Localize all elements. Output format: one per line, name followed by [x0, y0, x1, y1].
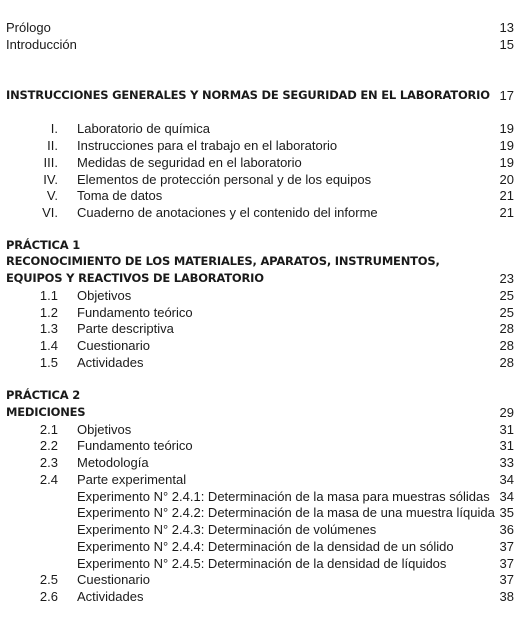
- entry-title: Actividades: [77, 589, 144, 604]
- practice-1-label: [0, 237, 520, 254]
- toc-subentry-experiment[interactable]: [0, 488, 520, 505]
- toc-entry[interactable]: [0, 320, 520, 337]
- toc-page-number: 19: [499, 121, 514, 136]
- toc-page-number: 25: [499, 288, 514, 303]
- experiment-title: Experimento N° 2.4.3: Determinación de volúmenes: [77, 522, 377, 537]
- toc-entry[interactable]: [0, 120, 520, 137]
- entry-number: 1.3: [39, 321, 58, 336]
- entry-number: 2.6: [39, 589, 58, 604]
- toc-entry[interactable]: [0, 571, 520, 588]
- entry-title: Instrucciones para el trabajo en el laboratorio: [77, 138, 338, 153]
- entry-title: Elementos de protección personal y de los equipos: [77, 172, 372, 187]
- toc-page-number: 34: [499, 472, 514, 487]
- toc-subentry-experiment[interactable]: [0, 521, 520, 538]
- toc-entry[interactable]: [0, 421, 520, 438]
- toc-page-number: 13: [499, 20, 514, 35]
- toc-subentry-experiment[interactable]: [0, 555, 520, 572]
- entry-number: II.: [47, 138, 58, 153]
- toc-entry[interactable]: [0, 588, 520, 605]
- toc-entry[interactable]: [0, 154, 520, 171]
- toc-section-practice-1[interactable]: [0, 270, 520, 287]
- toc-entry[interactable]: [0, 187, 520, 204]
- entry-title: Cuaderno de anotaciones y el contenido del informe: [77, 205, 378, 220]
- toc-entry[interactable]: [0, 454, 520, 471]
- toc-entry[interactable]: [0, 354, 520, 371]
- entry-title: Fundamento teórico: [77, 438, 193, 453]
- toc-page-number: 28: [499, 355, 514, 370]
- entry-title: Parte experimental: [77, 472, 187, 487]
- entry-title: Objetivos: [77, 422, 132, 437]
- toc-page-number: 37: [499, 539, 514, 554]
- toc-page-number: 29: [499, 405, 514, 420]
- entry-number: IV.: [43, 172, 58, 187]
- practice-title: MEDICIONES: [6, 405, 86, 419]
- entry-title: Parte descriptiva: [77, 321, 174, 336]
- practice-2-label: [0, 387, 520, 404]
- toc-page-number: 21: [499, 205, 514, 220]
- toc-entry-introduccion[interactable]: [0, 36, 520, 53]
- practice-label: PRÁCTICA 2: [6, 388, 81, 402]
- entry-number: V.: [46, 188, 58, 203]
- entry-number: 1.2: [39, 305, 58, 320]
- toc-entry-prologo[interactable]: [0, 19, 520, 36]
- practice-title: EQUIPOS Y REACTIVOS DE LABORATORIO: [6, 271, 264, 285]
- toc-page-number: 35: [499, 505, 514, 520]
- entry-title: Actividades: [77, 355, 144, 370]
- entry-title: Toma de datos: [77, 188, 163, 203]
- toc-entry[interactable]: [0, 304, 520, 321]
- entry-number: 1.4: [39, 338, 58, 353]
- experiment-title: Experimento N° 2.4.2: Determinación de la masa de una muestra líquida: [77, 505, 495, 520]
- entry-number: 2.1: [39, 422, 58, 437]
- toc-subentry-experiment[interactable]: [0, 538, 520, 555]
- toc-page-number: 36: [499, 522, 514, 537]
- practice-1-title-line1: [0, 253, 520, 270]
- entry-number: 2.3: [39, 455, 58, 470]
- toc-entry[interactable]: [0, 437, 520, 454]
- toc-page-number: 31: [499, 422, 514, 437]
- section-title: INSTRUCCIONES GENERALES Y NORMAS DE SEGURIDAD EN EL LABORATORIO: [6, 88, 490, 102]
- entry-title: Fundamento teórico: [77, 305, 193, 320]
- toc-section-practice-2[interactable]: [0, 404, 520, 421]
- toc-page-number: 23: [499, 271, 514, 286]
- toc-entry-title: Introducción: [6, 37, 77, 52]
- entry-title: Objetivos: [77, 288, 132, 303]
- toc-entry[interactable]: [0, 137, 520, 154]
- toc-subentry-experiment[interactable]: [0, 504, 520, 521]
- toc-entry[interactable]: [0, 171, 520, 188]
- toc-page-number: 21: [499, 188, 514, 203]
- toc-page-number: 33: [499, 455, 514, 470]
- entry-number: VI.: [42, 205, 58, 220]
- toc-page-number: 25: [499, 305, 514, 320]
- toc-page-number: 37: [499, 572, 514, 587]
- entry-number: 1.1: [39, 288, 58, 303]
- experiment-title: Experimento N° 2.4.1: Determinación de la masa para muestras sólidas: [77, 489, 490, 504]
- toc-page-number: 28: [499, 321, 514, 336]
- entry-number: I.: [50, 121, 58, 136]
- toc-page-number: 37: [499, 556, 514, 571]
- toc-page-number: 19: [499, 138, 514, 153]
- experiment-title: Experimento N° 2.4.5: Determinación de la densidad de líquidos: [77, 556, 447, 571]
- entry-title: Medidas de seguridad en el laboratorio: [77, 155, 302, 170]
- toc-page-number: 31: [499, 438, 514, 453]
- entry-number: 1.5: [39, 355, 58, 370]
- entry-number: 2.2: [39, 438, 58, 453]
- entry-title: Laboratorio de química: [77, 121, 210, 136]
- entry-number: 2.5: [39, 572, 58, 587]
- toc-page-number: 34: [499, 489, 514, 504]
- toc-page-number: 28: [499, 338, 514, 353]
- toc-page-number: 19: [499, 155, 514, 170]
- toc-page-number: 20: [499, 172, 514, 187]
- toc-entry[interactable]: [0, 471, 520, 488]
- entry-number: 2.4: [39, 472, 58, 487]
- toc-page-number: 15: [499, 37, 514, 52]
- practice-label: PRÁCTICA 1: [6, 238, 81, 252]
- toc-page-number: 38: [499, 589, 514, 604]
- entry-title: Cuestionario: [77, 572, 150, 587]
- toc-entry[interactable]: [0, 337, 520, 354]
- toc-entry-title: Prólogo: [6, 20, 51, 35]
- practice-title: RECONOCIMIENTO DE LOS MATERIALES, APARATOS, INSTRUMENTOS,: [6, 254, 440, 268]
- entry-number: III.: [43, 155, 58, 170]
- entry-title: Cuestionario: [77, 338, 150, 353]
- toc-page-number: 17: [499, 88, 514, 103]
- entry-title: Metodología: [77, 455, 149, 470]
- toc-entry[interactable]: [0, 287, 520, 304]
- experiment-title: Experimento N° 2.4.4: Determinación de la densidad de un sólido: [77, 539, 454, 554]
- toc-entry[interactable]: [0, 204, 520, 221]
- toc-section-general[interactable]: [0, 87, 520, 104]
